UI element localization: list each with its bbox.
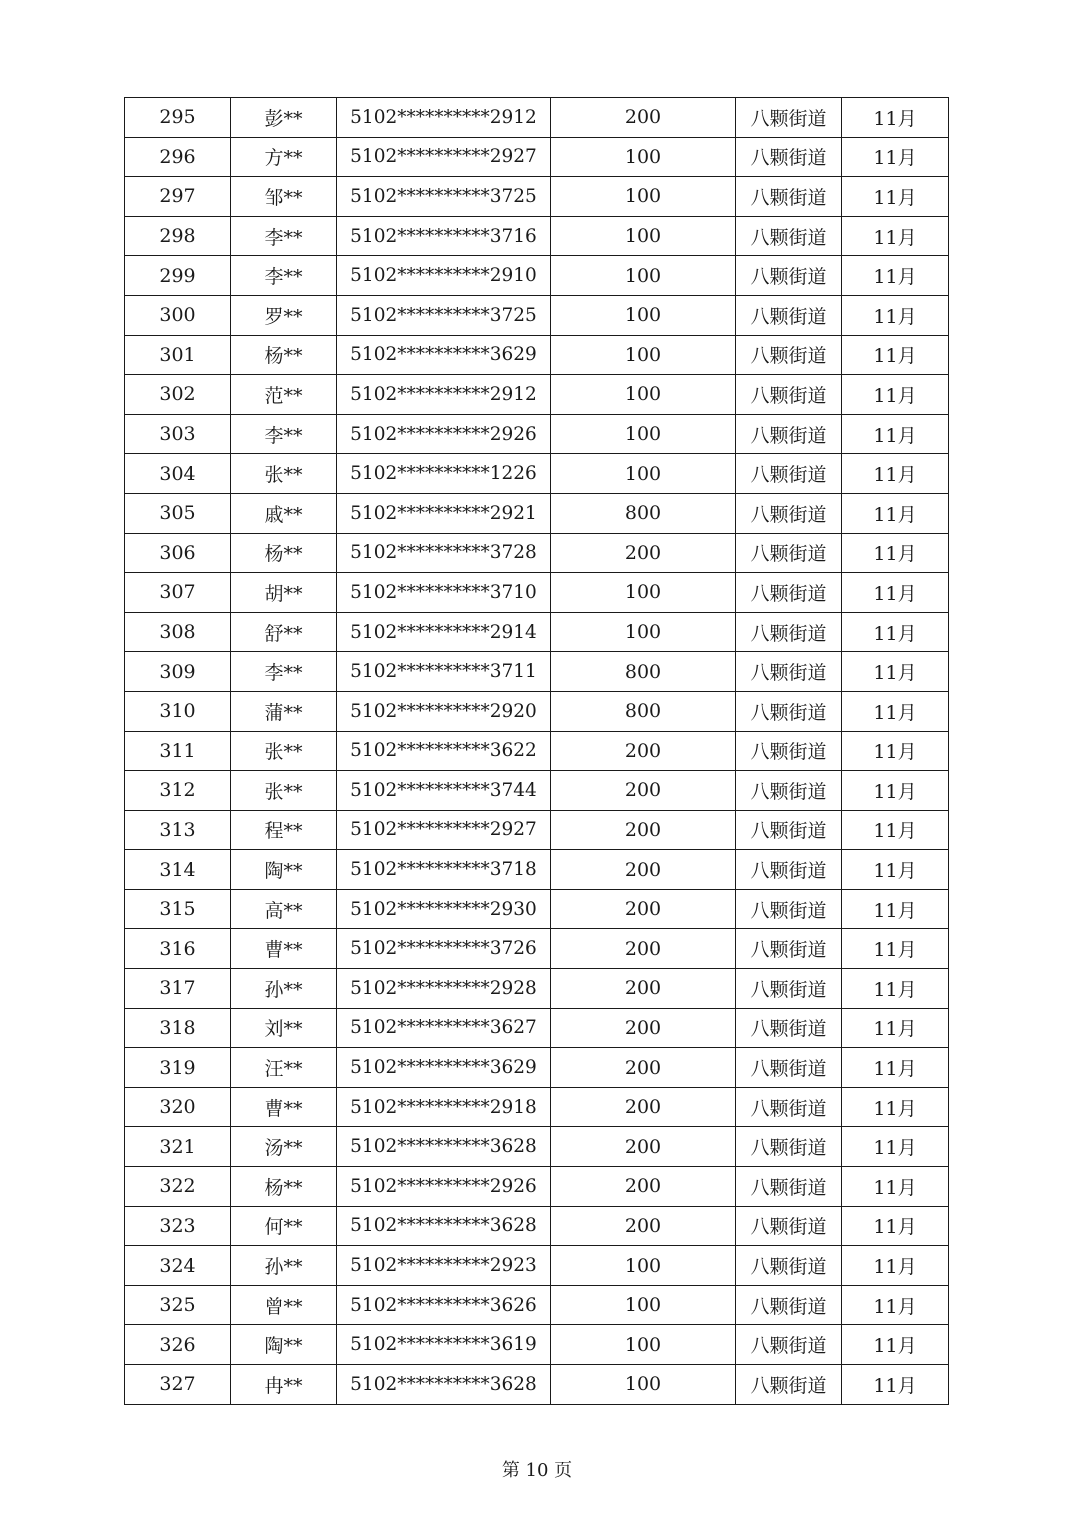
cell-id-number: 5102**********3626: [337, 1285, 551, 1325]
cell-id-number: 5102**********2912: [337, 375, 551, 415]
table-row: [125, 731, 949, 771]
cell-id-number: 5102**********2927: [337, 810, 551, 850]
cell-month: 11月: [842, 1206, 949, 1246]
cell-serial-number: 313: [125, 810, 231, 850]
cell-street: 八颗街道: [736, 691, 842, 731]
cell-month: 11月: [842, 612, 949, 652]
cell-id-number: 5102**********2930: [337, 889, 551, 929]
cell-serial-number: 295: [125, 98, 231, 138]
cell-amount: 200: [551, 850, 736, 890]
cell-street: 八颗街道: [736, 493, 842, 533]
cell-serial-number: 298: [125, 216, 231, 256]
cell-serial-number: 316: [125, 929, 231, 969]
cell-month: 11月: [842, 1285, 949, 1325]
cell-id-number: 5102**********3716: [337, 216, 551, 256]
cell-amount: 200: [551, 1087, 736, 1127]
cell-month: 11月: [842, 533, 949, 573]
cell-street: 八颗街道: [736, 612, 842, 652]
cell-amount: 100: [551, 573, 736, 613]
cell-amount: 100: [551, 1285, 736, 1325]
cell-id-number: 5102**********3619: [337, 1325, 551, 1365]
cell-month: 11月: [842, 1167, 949, 1207]
cell-amount: 100: [551, 177, 736, 217]
cell-street: 八颗街道: [736, 137, 842, 177]
cell-month: 11月: [842, 414, 949, 454]
cell-street: 八颗街道: [736, 1048, 842, 1088]
cell-id-number: 5102**********3718: [337, 850, 551, 890]
cell-month: 11月: [842, 652, 949, 692]
cell-name: 李**: [231, 414, 337, 454]
table-row: [125, 1167, 949, 1207]
cell-id-number: 5102**********3728: [337, 533, 551, 573]
table-row: [125, 1285, 949, 1325]
cell-id-number: 5102**********3622: [337, 731, 551, 771]
cell-month: 11月: [842, 216, 949, 256]
cell-month: 11月: [842, 295, 949, 335]
cell-name: 彭**: [231, 98, 337, 138]
cell-street: 八颗街道: [736, 1087, 842, 1127]
cell-street: 八颗街道: [736, 1246, 842, 1286]
cell-name: 刘**: [231, 1008, 337, 1048]
cell-amount: 200: [551, 889, 736, 929]
cell-street: 八颗街道: [736, 414, 842, 454]
cell-serial-number: 325: [125, 1285, 231, 1325]
cell-name: 李**: [231, 216, 337, 256]
cell-name: 曾**: [231, 1285, 337, 1325]
table-row: [125, 1325, 949, 1365]
cell-id-number: 5102**********2928: [337, 969, 551, 1009]
cell-name: 曹**: [231, 929, 337, 969]
cell-amount: 100: [551, 137, 736, 177]
table-row: [125, 454, 949, 494]
cell-id-number: 5102**********3710: [337, 573, 551, 613]
table-row: [125, 929, 949, 969]
table-row: [125, 1206, 949, 1246]
cell-name: 戚**: [231, 493, 337, 533]
cell-month: 11月: [842, 889, 949, 929]
cell-month: 11月: [842, 98, 949, 138]
cell-amount: 100: [551, 612, 736, 652]
table-row: [125, 414, 949, 454]
cell-street: 八颗街道: [736, 731, 842, 771]
cell-serial-number: 305: [125, 493, 231, 533]
cell-name: 曹**: [231, 1087, 337, 1127]
cell-name: 陶**: [231, 1325, 337, 1365]
cell-amount: 200: [551, 98, 736, 138]
cell-street: 八颗街道: [736, 810, 842, 850]
table-row: [125, 375, 949, 415]
cell-serial-number: 312: [125, 771, 231, 811]
cell-id-number: 5102**********2926: [337, 414, 551, 454]
cell-amount: 200: [551, 1048, 736, 1088]
cell-id-number: 5102**********2914: [337, 612, 551, 652]
table-row: [125, 98, 949, 138]
cell-name: 张**: [231, 771, 337, 811]
cell-month: 11月: [842, 1365, 949, 1405]
cell-street: 八颗街道: [736, 256, 842, 296]
cell-amount: 100: [551, 414, 736, 454]
cell-street: 八颗街道: [736, 1206, 842, 1246]
cell-street: 八颗街道: [736, 1127, 842, 1167]
cell-name: 范**: [231, 375, 337, 415]
table-row: [125, 810, 949, 850]
cell-id-number: 5102**********3725: [337, 177, 551, 217]
cell-street: 八颗街道: [736, 454, 842, 494]
cell-serial-number: 318: [125, 1008, 231, 1048]
cell-amount: 200: [551, 1127, 736, 1167]
cell-amount: 100: [551, 335, 736, 375]
cell-amount: 200: [551, 1008, 736, 1048]
cell-serial-number: 303: [125, 414, 231, 454]
cell-serial-number: 301: [125, 335, 231, 375]
table-row: [125, 1087, 949, 1127]
cell-name: 胡**: [231, 573, 337, 613]
cell-serial-number: 299: [125, 256, 231, 296]
cell-id-number: 5102**********2923: [337, 1246, 551, 1286]
cell-id-number: 5102**********2927: [337, 137, 551, 177]
table-row: [125, 1127, 949, 1167]
cell-serial-number: 297: [125, 177, 231, 217]
cell-street: 八颗街道: [736, 1285, 842, 1325]
cell-id-number: 5102**********3628: [337, 1206, 551, 1246]
cell-id-number: 5102**********3629: [337, 335, 551, 375]
cell-serial-number: 322: [125, 1167, 231, 1207]
cell-street: 八颗街道: [736, 969, 842, 1009]
cell-month: 11月: [842, 810, 949, 850]
cell-month: 11月: [842, 375, 949, 415]
cell-month: 11月: [842, 137, 949, 177]
cell-name: 杨**: [231, 1167, 337, 1207]
cell-serial-number: 311: [125, 731, 231, 771]
table-row: [125, 1008, 949, 1048]
cell-id-number: 5102**********3744: [337, 771, 551, 811]
cell-id-number: 5102**********2921: [337, 493, 551, 533]
cell-id-number: 5102**********3628: [337, 1127, 551, 1167]
table-row: [125, 493, 949, 533]
cell-month: 11月: [842, 1325, 949, 1365]
cell-amount: 200: [551, 969, 736, 1009]
cell-id-number: 5102**********2926: [337, 1167, 551, 1207]
cell-name: 蒲**: [231, 691, 337, 731]
cell-serial-number: 304: [125, 454, 231, 494]
table-row: [125, 969, 949, 1009]
cell-serial-number: 319: [125, 1048, 231, 1088]
cell-amount: 200: [551, 1167, 736, 1207]
cell-name: 何**: [231, 1206, 337, 1246]
cell-street: 八颗街道: [736, 1325, 842, 1365]
table-row: [125, 335, 949, 375]
cell-amount: 200: [551, 929, 736, 969]
cell-amount: 200: [551, 731, 736, 771]
cell-name: 冉**: [231, 1365, 337, 1405]
table-row: [125, 573, 949, 613]
cell-serial-number: 300: [125, 295, 231, 335]
cell-amount: 200: [551, 1206, 736, 1246]
cell-amount: 100: [551, 295, 736, 335]
cell-serial-number: 321: [125, 1127, 231, 1167]
cell-month: 11月: [842, 969, 949, 1009]
cell-name: 邹**: [231, 177, 337, 217]
cell-serial-number: 296: [125, 137, 231, 177]
cell-name: 罗**: [231, 295, 337, 335]
cell-serial-number: 317: [125, 969, 231, 1009]
record-table: [124, 97, 949, 1405]
cell-month: 11月: [842, 1008, 949, 1048]
cell-amount: 100: [551, 1365, 736, 1405]
cell-id-number: 5102**********3711: [337, 652, 551, 692]
cell-month: 11月: [842, 493, 949, 533]
table-row: [125, 612, 949, 652]
record-table-body: [125, 98, 949, 1405]
cell-amount: 100: [551, 1246, 736, 1286]
cell-street: 八颗街道: [736, 98, 842, 138]
table-row: [125, 1246, 949, 1286]
cell-street: 八颗街道: [736, 375, 842, 415]
table-row: [125, 1365, 949, 1405]
cell-street: 八颗街道: [736, 771, 842, 811]
cell-serial-number: 310: [125, 691, 231, 731]
table-row: [125, 177, 949, 217]
cell-name: 程**: [231, 810, 337, 850]
cell-serial-number: 326: [125, 1325, 231, 1365]
cell-name: 李**: [231, 652, 337, 692]
cell-name: 陶**: [231, 850, 337, 890]
cell-serial-number: 309: [125, 652, 231, 692]
cell-name: 方**: [231, 137, 337, 177]
cell-street: 八颗街道: [736, 573, 842, 613]
cell-amount: 200: [551, 810, 736, 850]
cell-street: 八颗街道: [736, 1008, 842, 1048]
cell-serial-number: 306: [125, 533, 231, 573]
cell-serial-number: 320: [125, 1087, 231, 1127]
cell-id-number: 5102**********3628: [337, 1365, 551, 1405]
cell-amount: 800: [551, 652, 736, 692]
cell-id-number: 5102**********2912: [337, 98, 551, 138]
cell-street: 八颗街道: [736, 295, 842, 335]
cell-name: 张**: [231, 731, 337, 771]
cell-name: 孙**: [231, 1246, 337, 1286]
cell-serial-number: 302: [125, 375, 231, 415]
cell-amount: 100: [551, 256, 736, 296]
cell-amount: 100: [551, 1325, 736, 1365]
cell-month: 11月: [842, 573, 949, 613]
table-row: [125, 256, 949, 296]
table-row: [125, 889, 949, 929]
cell-month: 11月: [842, 1246, 949, 1286]
cell-name: 杨**: [231, 533, 337, 573]
cell-id-number: 5102**********2918: [337, 1087, 551, 1127]
cell-serial-number: 327: [125, 1365, 231, 1405]
page-number: 第 10 页: [501, 1460, 573, 1481]
cell-id-number: 5102**********1226: [337, 454, 551, 494]
cell-street: 八颗街道: [736, 652, 842, 692]
cell-serial-number: 314: [125, 850, 231, 890]
cell-month: 11月: [842, 1127, 949, 1167]
cell-street: 八颗街道: [736, 216, 842, 256]
table-row: [125, 850, 949, 890]
cell-id-number: 5102**********3726: [337, 929, 551, 969]
table-row: [125, 652, 949, 692]
table-row: [125, 216, 949, 256]
table-row: [125, 533, 949, 573]
cell-month: 11月: [842, 335, 949, 375]
cell-name: 汤**: [231, 1127, 337, 1167]
cell-name: 李**: [231, 256, 337, 296]
cell-id-number: 5102**********2910: [337, 256, 551, 296]
table-row: [125, 691, 949, 731]
cell-name: 汪**: [231, 1048, 337, 1088]
cell-amount: 100: [551, 454, 736, 494]
cell-month: 11月: [842, 256, 949, 296]
cell-street: 八颗街道: [736, 335, 842, 375]
cell-month: 11月: [842, 177, 949, 217]
cell-street: 八颗街道: [736, 889, 842, 929]
cell-name: 舒**: [231, 612, 337, 652]
cell-amount: 200: [551, 533, 736, 573]
cell-month: 11月: [842, 1087, 949, 1127]
cell-street: 八颗街道: [736, 533, 842, 573]
cell-id-number: 5102**********3725: [337, 295, 551, 335]
cell-name: 高**: [231, 889, 337, 929]
cell-month: 11月: [842, 454, 949, 494]
cell-month: 11月: [842, 691, 949, 731]
cell-name: 孙**: [231, 969, 337, 1009]
cell-street: 八颗街道: [736, 1365, 842, 1405]
cell-month: 11月: [842, 771, 949, 811]
cell-serial-number: 323: [125, 1206, 231, 1246]
cell-amount: 200: [551, 771, 736, 811]
cell-street: 八颗街道: [736, 1167, 842, 1207]
cell-id-number: 5102**********2920: [337, 691, 551, 731]
cell-month: 11月: [842, 850, 949, 890]
cell-id-number: 5102**********3627: [337, 1008, 551, 1048]
cell-serial-number: 307: [125, 573, 231, 613]
cell-street: 八颗街道: [736, 177, 842, 217]
table-row: [125, 771, 949, 811]
cell-month: 11月: [842, 731, 949, 771]
cell-serial-number: 315: [125, 889, 231, 929]
cell-name: 杨**: [231, 335, 337, 375]
cell-name: 张**: [231, 454, 337, 494]
cell-amount: 100: [551, 375, 736, 415]
cell-street: 八颗街道: [736, 929, 842, 969]
cell-month: 11月: [842, 929, 949, 969]
cell-month: 11月: [842, 1048, 949, 1088]
table-row: [125, 1048, 949, 1088]
cell-amount: 800: [551, 493, 736, 533]
cell-id-number: 5102**********3629: [337, 1048, 551, 1088]
cell-serial-number: 324: [125, 1246, 231, 1286]
cell-amount: 100: [551, 216, 736, 256]
table-row: [125, 295, 949, 335]
cell-serial-number: 308: [125, 612, 231, 652]
cell-amount: 800: [551, 691, 736, 731]
cell-street: 八颗街道: [736, 850, 842, 890]
table-row: [125, 137, 949, 177]
